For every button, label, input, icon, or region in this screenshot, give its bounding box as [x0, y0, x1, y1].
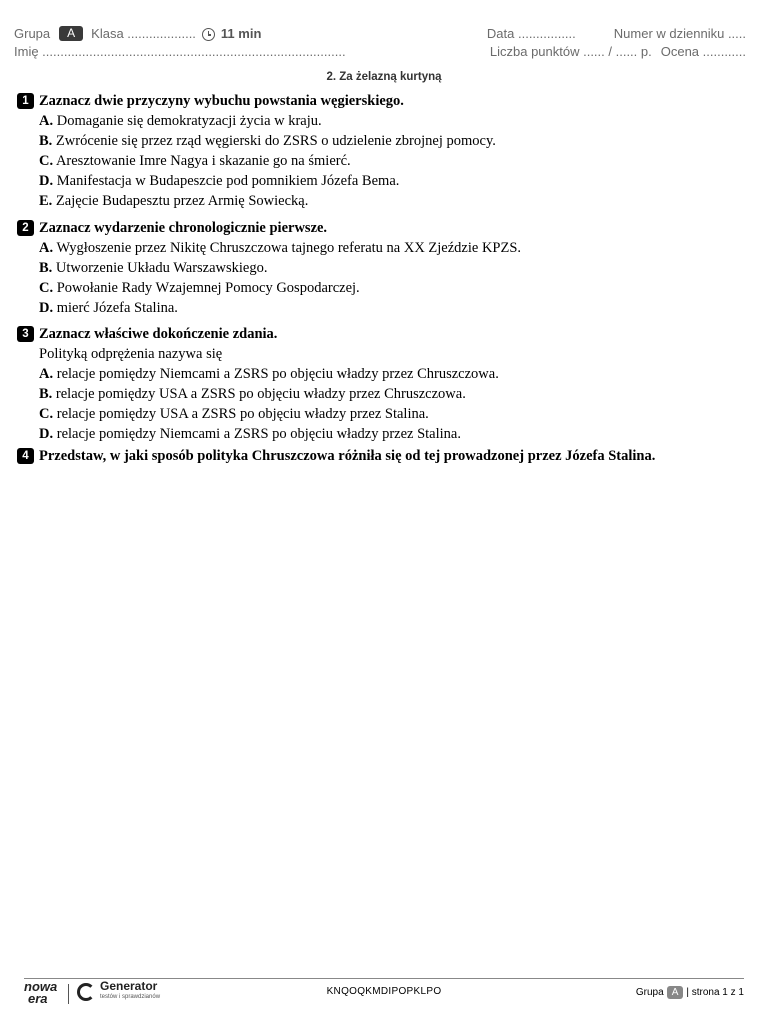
option-text: relacje pomiędzy Niemcami a ZSRS po objęciu władzy przez Stalina. — [56, 426, 461, 442]
answer-option-c[interactable] — [17, 278, 747, 298]
header-row-points — [487, 42, 746, 60]
group-badge: A — [59, 26, 83, 41]
option-text: Zajęcie Budapesztu przez Armię Sowiecką. — [55, 193, 309, 209]
question-number-badge: 2 — [17, 220, 34, 236]
option-text: relacje pomiędzy USA a ZSRS po objęciu władzy przez Stalina. — [56, 406, 429, 422]
option-text: Powołanie Rady Wzajemnej Pomocy Gospodarczej. — [56, 280, 360, 296]
logo-text-top: nowa — [24, 979, 58, 994]
logo-text-bottom: era — [28, 991, 48, 1006]
answer-option-b[interactable] — [17, 258, 747, 278]
option-letter: E. — [39, 193, 53, 209]
register-number-field[interactable]: Numer w dzienniku ..... — [613, 25, 746, 41]
answer-option-a[interactable] — [17, 364, 747, 384]
footer-group-badge: A — [667, 986, 684, 999]
answer-option-c[interactable] — [17, 404, 747, 424]
answer-option-b[interactable] — [17, 384, 747, 404]
section-title: 2. Za żelazną kurtyną — [326, 71, 442, 83]
clock-icon — [202, 28, 215, 41]
generator-subtitle: testów i sprawdzianów — [100, 994, 161, 1000]
question-number-badge: 4 — [17, 448, 34, 464]
page-number: | strona 1 z 1 — [686, 987, 744, 998]
question-stem: Polityką odprężenia nazywa się — [39, 346, 223, 362]
question-header — [17, 324, 747, 344]
option-letter: A. — [39, 113, 54, 129]
question-number-badge: 1 — [17, 93, 34, 109]
option-text: Domaganie się demokratyzacji życia w kraju. — [56, 113, 322, 129]
group-label: Grupa — [14, 25, 51, 41]
option-text: Wygłoszenie przez Nikitę Chruszczowa tajnego referatu na XX Zjeździe KPZS. — [56, 240, 522, 256]
question-3 — [17, 324, 747, 444]
time-limit: 11 min — [220, 25, 262, 41]
header-row-date — [487, 24, 746, 42]
question-prompt: Zaznacz dwie przyczyny wybuchu powstania węgierskiego. — [39, 93, 404, 109]
option-letter: B. — [39, 133, 53, 149]
option-text: Manifestacja w Budapeszcie pod pomnikiem Józefa Bema. — [56, 173, 400, 189]
answer-option-d[interactable] — [17, 424, 747, 444]
option-letter: C. — [39, 153, 54, 169]
option-letter: D. — [39, 426, 54, 442]
date-field[interactable]: Data ................ — [486, 25, 576, 41]
question-header — [17, 446, 747, 466]
question-header — [17, 91, 747, 111]
grade-field[interactable]: Ocena ............ — [660, 43, 746, 59]
class-field[interactable]: Klasa ................... — [91, 25, 196, 41]
name-field[interactable]: Imię .................................................................................... — [14, 43, 346, 59]
answer-option-d[interactable] — [17, 171, 747, 191]
option-letter: C. — [39, 280, 54, 296]
answer-option-c[interactable] — [17, 151, 747, 171]
question-number-badge: 3 — [17, 326, 34, 342]
option-text: Aresztowanie Imre Nagya i skazanie go na śmierć. — [55, 153, 351, 169]
option-text: mierć Józefa Stalina. — [56, 300, 178, 316]
option-letter: A. — [39, 366, 54, 382]
footer-group-label: Grupa — [635, 987, 664, 998]
question-prompt: Przedstaw, w jaki sposób polityka Chruszczowa różniła się od tej prowadzonej przez Józefa Stalina. — [39, 448, 656, 464]
question-prompt: Zaznacz właściwe dokończenie zdania. — [39, 326, 278, 342]
answer-option-b[interactable] — [17, 131, 747, 151]
option-text: relacje pomiędzy USA a ZSRS po objęciu władzy przez Chruszczowa. — [55, 386, 466, 402]
option-letter: D. — [39, 173, 54, 189]
question-header — [17, 218, 747, 238]
question-2 — [17, 218, 747, 318]
answer-option-d[interactable] — [17, 298, 747, 318]
option-letter: B. — [39, 260, 53, 276]
question-4 — [17, 446, 747, 466]
answer-option-a[interactable] — [17, 238, 747, 258]
option-letter: A. — [39, 240, 54, 256]
option-letter: B. — [39, 386, 53, 402]
points-field[interactable]: Liczba punktów ...... / ...... p. — [489, 43, 652, 59]
question-prompt: Zaznacz wydarzenie chronologicznie pierwsze. — [39, 220, 328, 236]
generator-title: Generator — [100, 979, 158, 993]
answer-option-e[interactable] — [17, 191, 747, 211]
answer-option-a[interactable] — [17, 111, 747, 131]
option-text: Utworzenie Układu Warszawskiego. — [55, 260, 268, 276]
option-text: Zwrócenie się przez rząd węgierski do ZSRS o udzielenie zbrojnej pomocy. — [55, 133, 496, 149]
footer-page-info — [636, 986, 744, 999]
question-1 — [17, 91, 747, 211]
option-letter: D. — [39, 300, 54, 316]
test-code: KNQOQKMDIPOPKLPO — [326, 986, 442, 997]
option-letter: C. — [39, 406, 54, 422]
header-left — [14, 24, 344, 60]
header-row-name — [14, 42, 344, 60]
header-row-group — [14, 24, 344, 42]
header-right — [487, 24, 746, 60]
option-text: relacje pomiędzy Niemcami a ZSRS po objęciu władzy przez Chruszczowa. — [56, 366, 499, 382]
